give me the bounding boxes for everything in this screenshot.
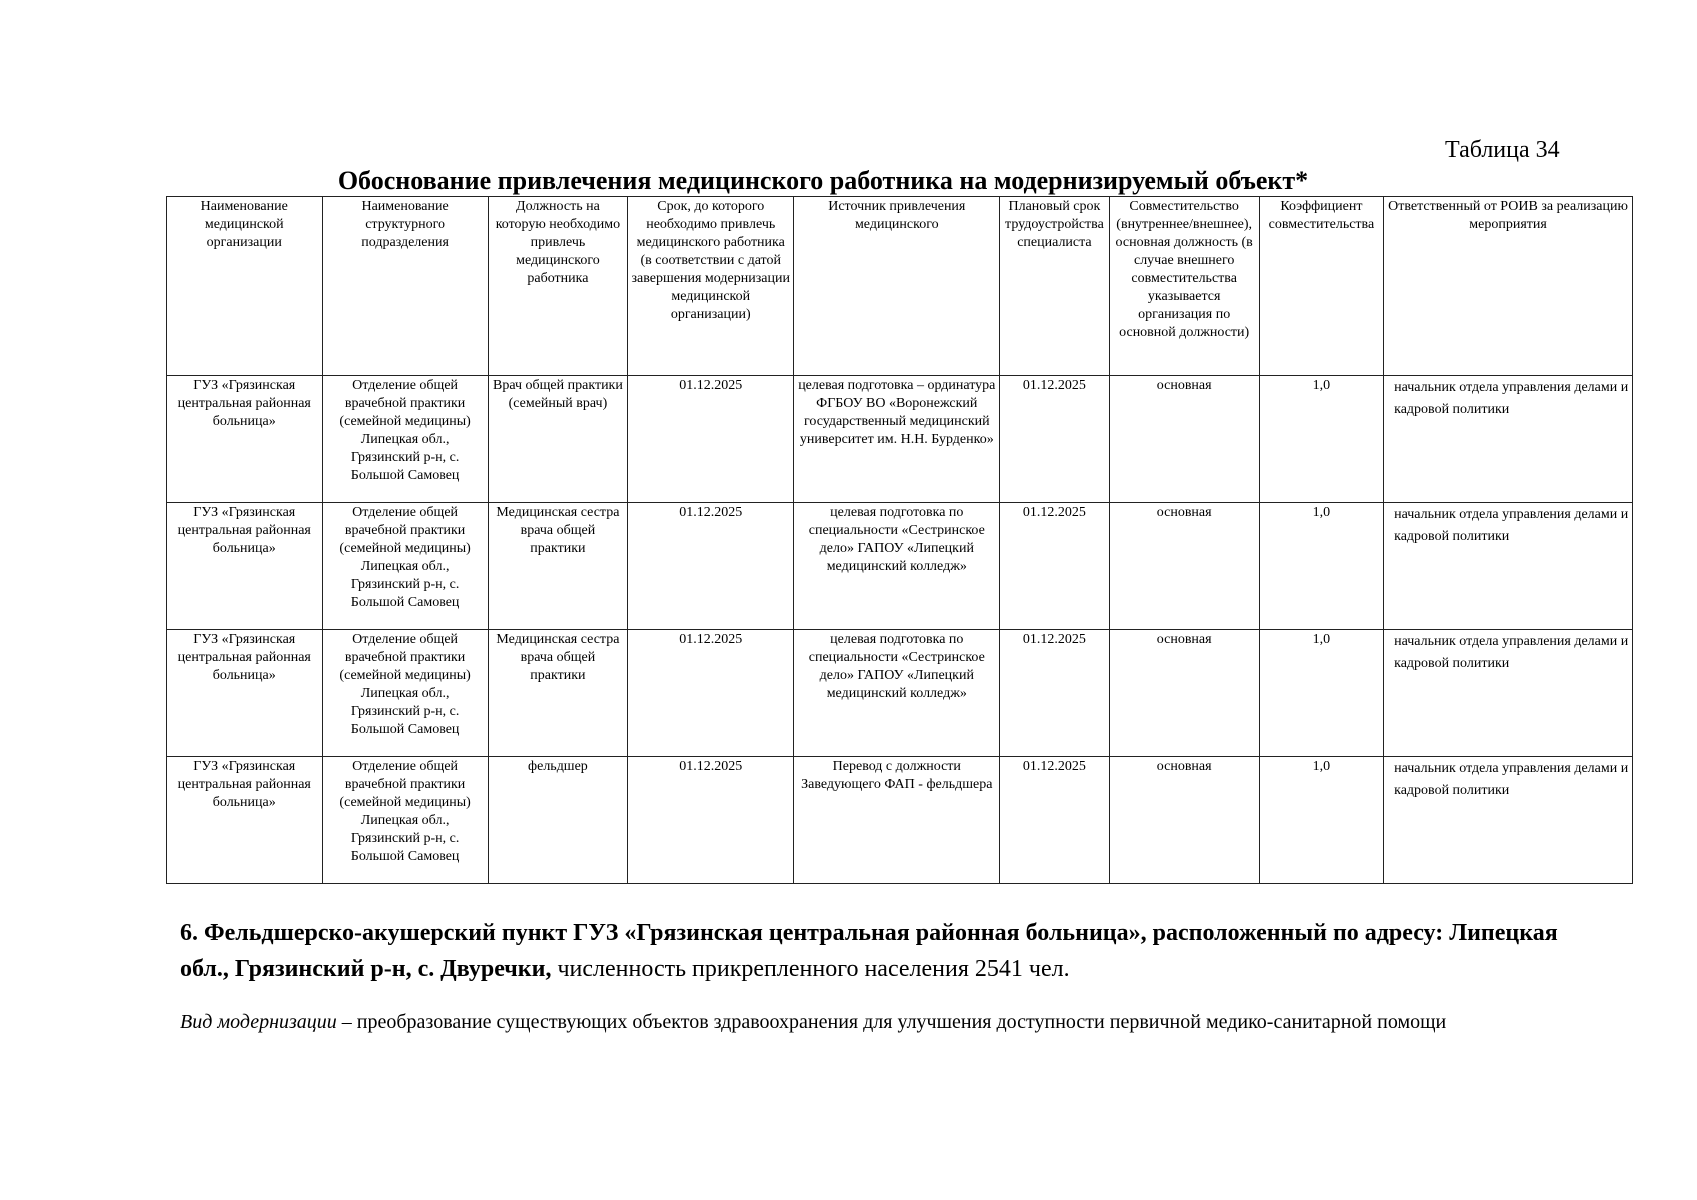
cell-unit: Отделение общей врачебной практики (семейной медицины) Липецкая обл., Грязинский р-н, с. Большой Самовец <box>322 376 488 503</box>
column-header: Ответственный от РОИВ за реализацию мероприятия <box>1384 197 1633 376</box>
column-header: Коэффициент совместительства <box>1259 197 1383 376</box>
cell-responsible: начальник отдела управления делами и кадровой политики <box>1384 376 1633 503</box>
cell-org: ГУЗ «Грязинская центральная районная больница» <box>167 757 323 884</box>
cell-source: целевая подготовка – ординатура ФГБОУ ВО «Воронежский государственный медицинский университет им. Н.Н. Бурденко» <box>794 376 1000 503</box>
cell-deadline: 01.12.2025 <box>628 630 794 757</box>
cell-coef: 1,0 <box>1259 757 1383 884</box>
section-heading-rest: численность прикрепленного населения 2541 чел. <box>551 956 1070 982</box>
column-header: Должность на которую необходимо привлечь медицинского работника <box>488 197 627 376</box>
table-row <box>167 757 1633 884</box>
column-header: Срок, до которого необходимо привлечь медицинского работника (в соответствии с датой завершения модернизации медицинской организации) <box>628 197 794 376</box>
table-number: Таблица 34 <box>1445 137 1560 163</box>
cell-coef: 1,0 <box>1259 376 1383 503</box>
cell-responsible: начальник отдела управления делами и кадровой политики <box>1384 757 1633 884</box>
cell-planned: 01.12.2025 <box>1000 630 1109 757</box>
cell-responsible: начальник отдела управления делами и кадровой политики <box>1384 503 1633 630</box>
cell-source: целевая подготовка по специальности «Сестринское дело» ГАПОУ «Липецкий медицинский колледж» <box>794 503 1000 630</box>
table-row <box>167 630 1633 757</box>
cell-source: целевая подготовка по специальности «Сестринское дело» ГАПОУ «Липецкий медицинский колледж» <box>794 630 1000 757</box>
cell-coef: 1,0 <box>1259 503 1383 630</box>
cell-position: Врач общей практики (семейный врач) <box>488 376 627 503</box>
section-heading <box>180 915 1600 987</box>
cell-position: фельдшер <box>488 757 627 884</box>
cell-org: ГУЗ «Грязинская центральная районная больница» <box>167 630 323 757</box>
cell-responsible: начальник отдела управления делами и кадровой политики <box>1384 630 1633 757</box>
document-title: Обоснование привлечения медицинского работника на модернизируемый объект* <box>337 166 1309 195</box>
column-header: Наименование медицинской организации <box>167 197 323 376</box>
cell-org: ГУЗ «Грязинская центральная районная больница» <box>167 503 323 630</box>
cell-org: ГУЗ «Грязинская центральная районная больница» <box>167 376 323 503</box>
cell-combination: основная <box>1109 503 1259 630</box>
column-header: Источник привлечения медицинского <box>794 197 1000 376</box>
cell-combination: основная <box>1109 376 1259 503</box>
column-header: Наименование структурного подразделения <box>322 197 488 376</box>
column-header: Плановый срок трудоустройства специалиста <box>1000 197 1109 376</box>
cell-planned: 01.12.2025 <box>1000 757 1109 884</box>
modernization-paragraph <box>180 1007 1600 1037</box>
cell-combination: основная <box>1109 757 1259 884</box>
modernization-text: – преобразование существующих объектов здравоохранения для улучшения доступности первичной медико-санитарной помощи <box>336 1011 1447 1033</box>
section-heading-bold: 6. Фельдшерско-акушерский пункт ГУЗ «Грязинская центральная районная больница», расположенный по адресу: Липецкая обл., Грязинский р-н, с. Двуречки, <box>180 920 1558 982</box>
table-row <box>167 503 1633 630</box>
cell-position: Медицинская сестра врача общей практики <box>488 630 627 757</box>
cell-combination: основная <box>1109 630 1259 757</box>
table-header-row <box>167 197 1633 376</box>
cell-unit: Отделение общей врачебной практики (семейной медицины) Липецкая обл., Грязинский р-н, с. Большой Самовец <box>322 503 488 630</box>
column-header: Совместительство (внутреннее/внешнее), основная должность (в случае внешнего совместительства указывается организация по основной должности) <box>1109 197 1259 376</box>
cell-deadline: 01.12.2025 <box>628 757 794 884</box>
cell-source: Перевод с должности Заведующего ФАП - фельдшера <box>794 757 1000 884</box>
cell-deadline: 01.12.2025 <box>628 376 794 503</box>
staffing-table <box>166 196 1633 884</box>
cell-deadline: 01.12.2025 <box>628 503 794 630</box>
table-row <box>167 376 1633 503</box>
cell-position: Медицинская сестра врача общей практики <box>488 503 627 630</box>
cell-unit: Отделение общей врачебной практики (семейной медицины) Липецкая обл., Грязинский р-н, с. Большой Самовец <box>322 630 488 757</box>
cell-planned: 01.12.2025 <box>1000 376 1109 503</box>
modernization-label: Вид модернизации <box>180 1011 337 1033</box>
cell-planned: 01.12.2025 <box>1000 503 1109 630</box>
cell-coef: 1,0 <box>1259 630 1383 757</box>
cell-unit: Отделение общей врачебной практики (семейной медицины) Липецкая обл., Грязинский р-н, с. Большой Самовец <box>322 757 488 884</box>
